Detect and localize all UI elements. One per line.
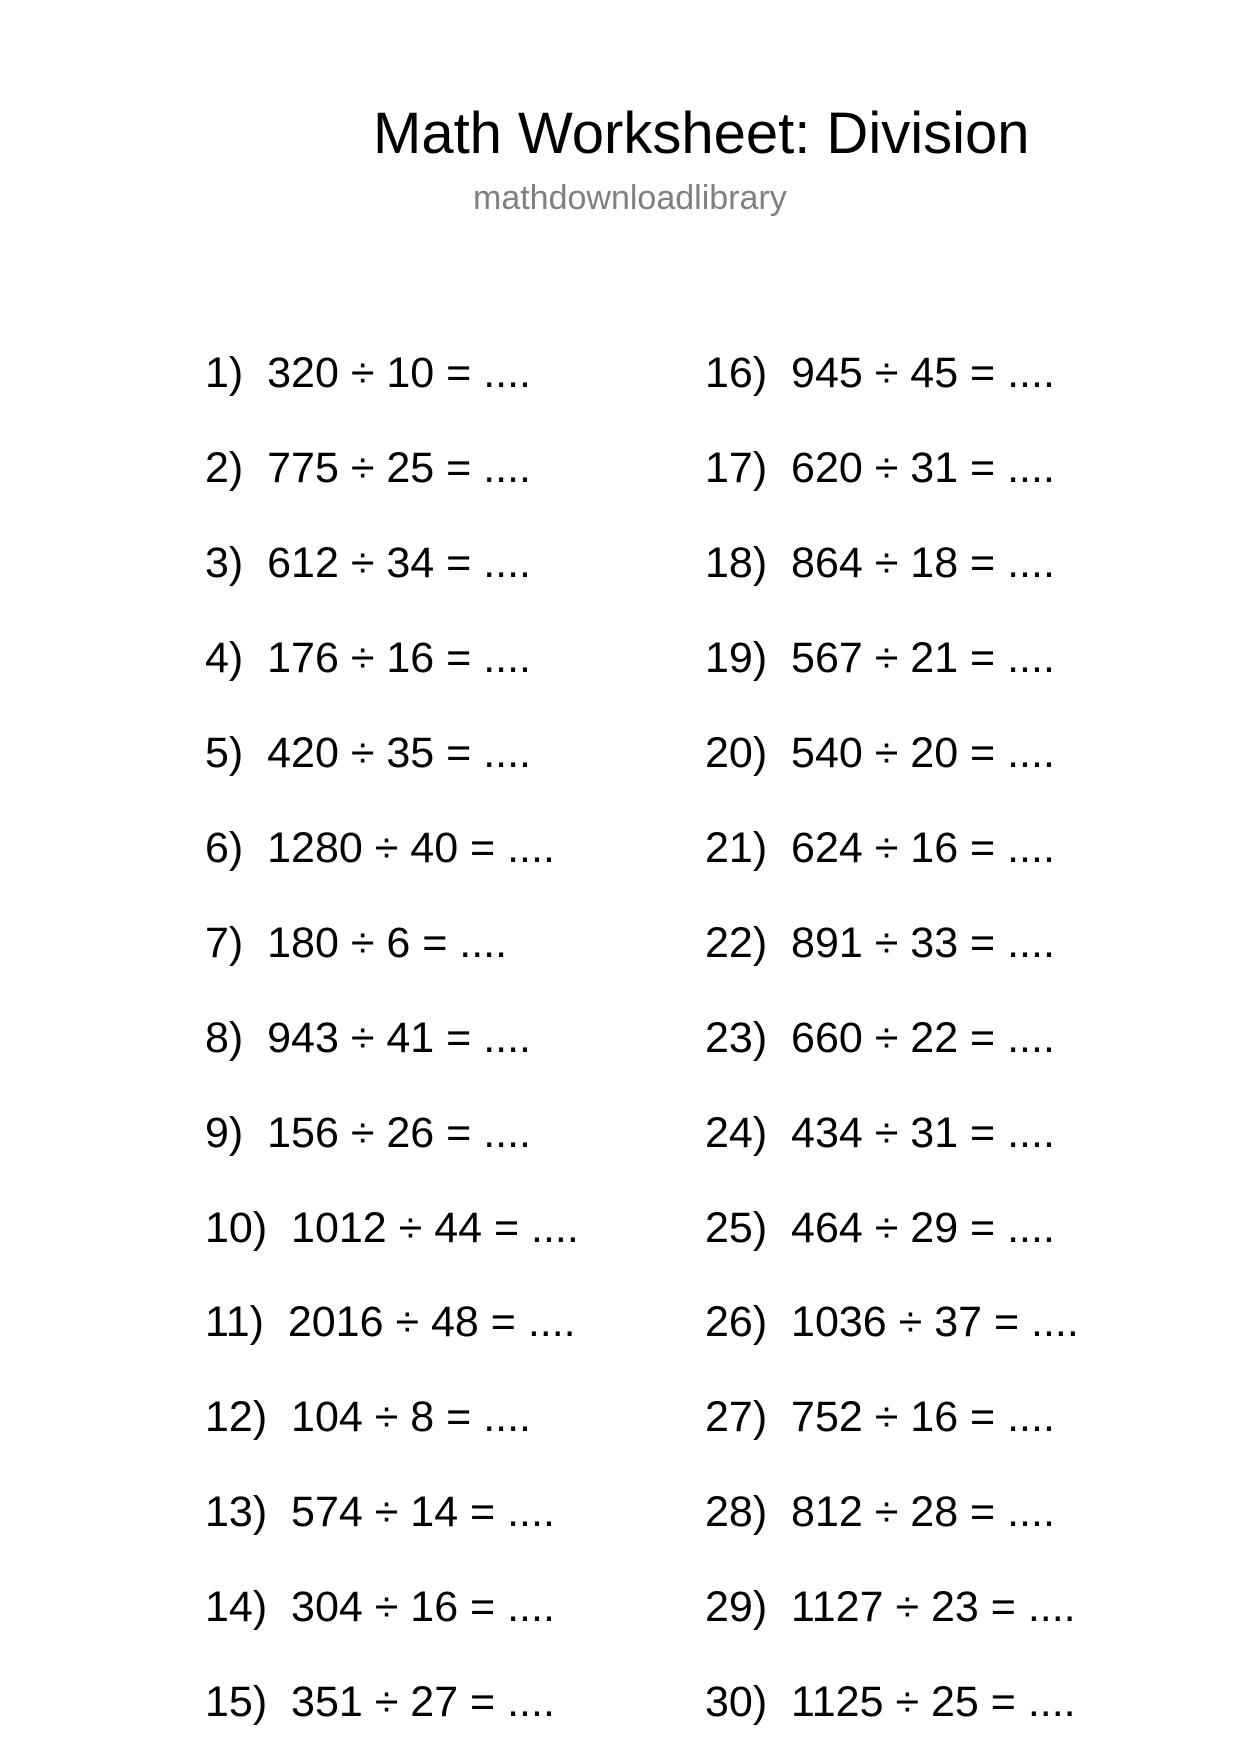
problem-22: 22) 891 ÷ 33 = .... — [705, 919, 1055, 967]
problem-3: 3) 612 ÷ 34 = .... — [205, 539, 531, 587]
problem-17: 17) 620 ÷ 31 = .... — [705, 444, 1055, 492]
problem-23: 23) 660 ÷ 22 = .... — [705, 1014, 1055, 1062]
problem-15: 15) 351 ÷ 27 = .... — [205, 1678, 555, 1726]
worksheet-source: mathdownloadlibrary — [473, 179, 787, 217]
problem-30: 30) 1125 ÷ 25 = .... — [705, 1678, 1076, 1726]
problem-6: 6) 1280 ÷ 40 = .... — [205, 824, 555, 872]
problem-18: 18) 864 ÷ 18 = .... — [705, 539, 1055, 587]
problem-27: 27) 752 ÷ 16 = .... — [705, 1393, 1055, 1441]
problem-9: 9) 156 ÷ 26 = .... — [205, 1109, 531, 1157]
problem-16: 16) 945 ÷ 45 = .... — [705, 349, 1055, 397]
problem-12: 12) 104 ÷ 8 = .... — [205, 1393, 531, 1441]
problem-8: 8) 943 ÷ 41 = .... — [205, 1014, 531, 1062]
problem-26: 26) 1036 ÷ 37 = .... — [705, 1298, 1079, 1346]
problem-29: 29) 1127 ÷ 23 = .... — [705, 1583, 1076, 1631]
problem-20: 20) 540 ÷ 20 = .... — [705, 729, 1055, 777]
problem-2: 2) 775 ÷ 25 = .... — [205, 444, 531, 492]
problem-25: 25) 464 ÷ 29 = .... — [705, 1204, 1055, 1252]
problem-28: 28) 812 ÷ 28 = .... — [705, 1488, 1055, 1536]
problem-7: 7) 180 ÷ 6 = .... — [205, 919, 508, 967]
problem-19: 19) 567 ÷ 21 = .... — [705, 634, 1055, 682]
problem-24: 24) 434 ÷ 31 = .... — [705, 1109, 1055, 1157]
problem-21: 21) 624 ÷ 16 = .... — [705, 824, 1055, 872]
problem-14: 14) 304 ÷ 16 = .... — [205, 1583, 555, 1631]
problem-1: 1) 320 ÷ 10 = .... — [205, 349, 531, 397]
problem-11: 11) 2016 ÷ 48 = .... — [205, 1298, 576, 1346]
problem-13: 13) 574 ÷ 14 = .... — [205, 1488, 555, 1536]
problem-10: 10) 1012 ÷ 44 = .... — [205, 1204, 579, 1252]
worksheet-title: Math Worksheet: Division — [373, 101, 1030, 166]
problem-4: 4) 176 ÷ 16 = .... — [205, 634, 531, 682]
problem-5: 5) 420 ÷ 35 = .... — [205, 729, 531, 777]
